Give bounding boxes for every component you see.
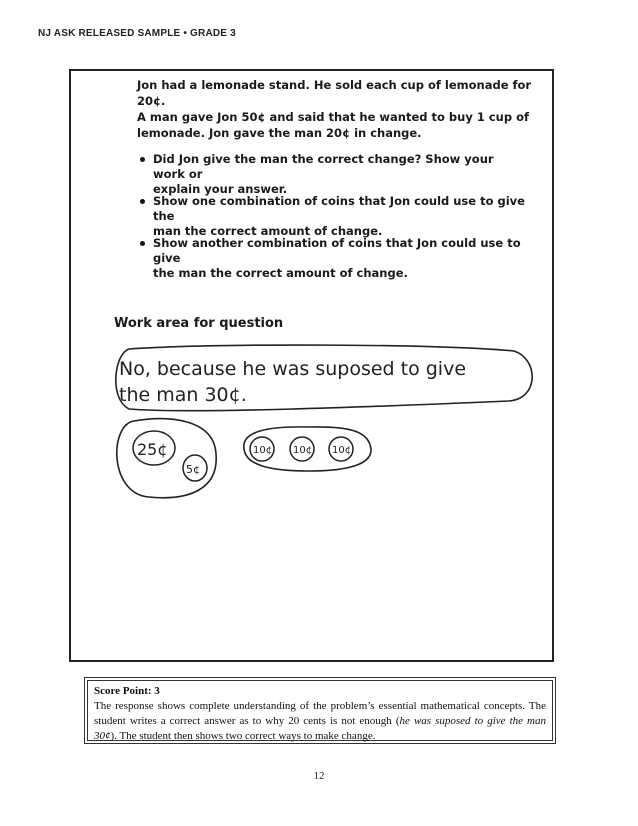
coin-5-label: 5¢: [186, 463, 200, 476]
bullet-line: man the correct amount of change.: [153, 224, 383, 238]
score-title: Score Point: 3: [94, 685, 160, 697]
student-drawing: [69, 69, 554, 662]
coin-25-label: 25¢: [137, 440, 168, 459]
score-text: The response shows complete understanding of the problem’s essential mathematical concepts. The student writes a correct answer as to why 20 cents is not enough (: [94, 700, 546, 727]
bullet-line: Show one combination of coins that Jon could use to give the: [153, 194, 525, 223]
prompt-line: A man gave Jon 50¢ and said that he wanted to buy 1 cup of: [137, 110, 529, 124]
page-number: 12: [313, 770, 325, 782]
bullet-line: the man the correct amount of change.: [153, 266, 408, 280]
score-box: [87, 680, 553, 741]
coin-10-label: 10¢: [332, 445, 352, 456]
score-quote: he was suposed to give the man 30¢: [94, 715, 546, 742]
score-description: [94, 699, 546, 744]
bullet-line: Did Jon give the man the correct change? Show your work or: [153, 152, 494, 181]
document-header: NJ ASK RELEASED SAMPLE • GRADE 3: [38, 28, 236, 39]
answer-line-1: No, because he was suposed to give: [119, 358, 467, 380]
work-area-label: Work area for question: [114, 316, 284, 331]
answer-line-2: the man 30¢.: [119, 384, 247, 406]
bullet-line: Show another combination of coins that Jon could use to give: [153, 236, 521, 265]
score-text: ). The student then shows two correct ways to make change.: [110, 730, 376, 742]
coin-10-label: 10¢: [253, 445, 273, 456]
bullet-line: explain your answer.: [153, 182, 288, 196]
coin-10-label: 10¢: [293, 445, 313, 456]
prompt-line: Jon had a lemonade stand. He sold each cup of lemonade for 20¢.: [137, 78, 532, 108]
prompt-line: lemonade. Jon gave the man 20¢ in change.: [137, 126, 422, 140]
